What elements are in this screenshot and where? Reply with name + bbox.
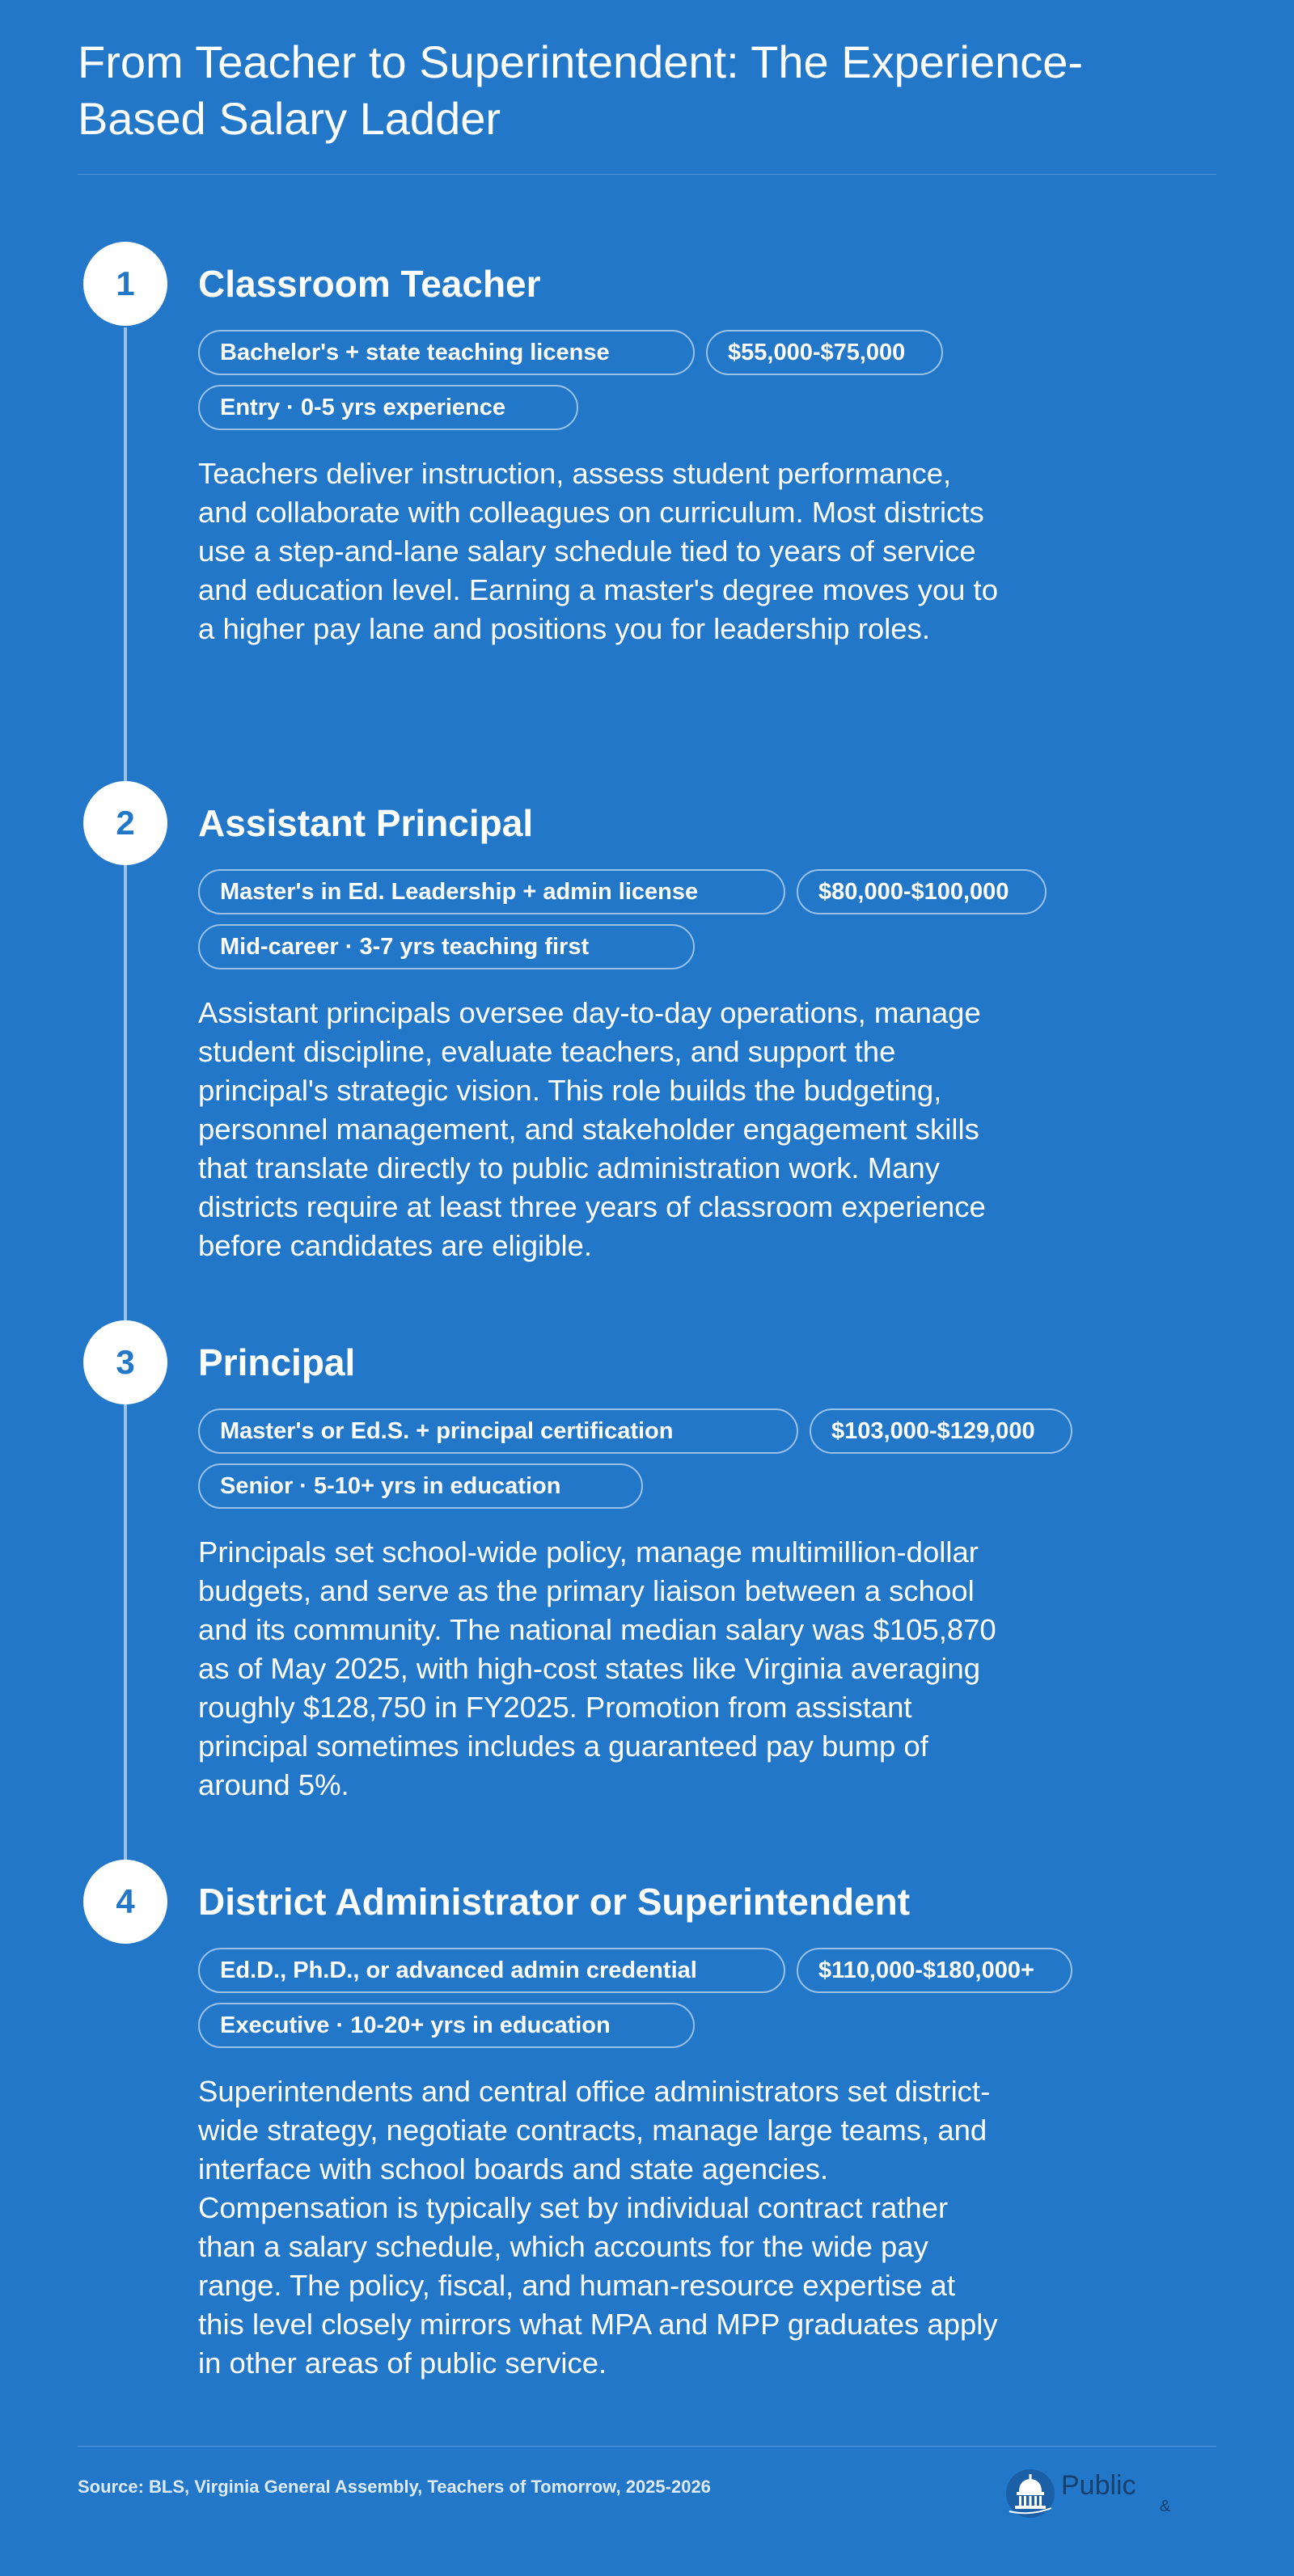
salary-pill: $80,000-$100,000 xyxy=(797,869,1047,914)
footer-divider xyxy=(78,2446,1216,2447)
credential-pill: Ed.D., Ph.D., or advanced admin credential xyxy=(198,1948,785,1993)
step-number-badge: 1 xyxy=(83,242,167,326)
page-title: From Teacher to Superintendent: The Experience-Based Salary Ladder xyxy=(78,36,1084,144)
capitol-dome-icon xyxy=(1004,2468,1056,2519)
step-description: Teachers deliver instruction, assess student performance, and collaborate with colleagues on curriculum. Most districts use a step-and-lane salary schedule tied to years of service and education level. Earning a master's degree moves you to a higher pay lane and positions you for leadership roles. xyxy=(198,457,998,645)
brand-logo xyxy=(1004,2468,1215,2524)
step-number-badge: 2 xyxy=(83,781,167,865)
logo-wordmark: Public xyxy=(1061,2470,1136,2501)
step-title: Classroom Teacher xyxy=(198,263,541,305)
timeline-line xyxy=(124,327,127,1900)
salary-pill: $110,000-$180,000+ xyxy=(797,1948,1072,1993)
step-title: Principal xyxy=(198,1341,356,1383)
step-title: District Administrator or Superintendent xyxy=(198,1881,911,1923)
experience-pill: Senior · 5-10+ yrs in education xyxy=(198,1463,643,1509)
experience-pill: Entry · 0-5 yrs experience xyxy=(198,385,578,430)
step-description: Assistant principals oversee day-to-day operations, manage student discipline, evaluate teachers, and support the principal's strategic vision. This role builds the budgeting, personnel management, and stakeholder engagement skills that translate directly to public administration work. Many districts require at least three years of classroom experience before candidates are eligible. xyxy=(198,996,986,1262)
experience-pill: Mid-career · 3-7 yrs teaching first xyxy=(198,924,695,969)
salary-pill: $55,000-$75,000 xyxy=(706,330,943,375)
credential-pill: Bachelor's + state teaching license xyxy=(198,330,695,375)
step-title: Assistant Principal xyxy=(198,802,534,844)
credential-pill: Master's or Ed.S. + principal certification xyxy=(198,1408,798,1454)
salary-pill: $103,000-$129,000 xyxy=(810,1408,1072,1454)
credential-pill: Master's in Ed. Leadership + admin license xyxy=(198,869,785,914)
source-note: Source: BLS, Virginia General Assembly, Teachers of Tomorrow, 2025-2026 xyxy=(78,2477,711,2497)
experience-pill: Executive · 10-20+ yrs in education xyxy=(198,2003,695,2048)
step-number-badge: 4 xyxy=(83,1860,167,1944)
step-number-badge: 3 xyxy=(83,1320,167,1404)
header-divider xyxy=(78,174,1216,175)
step-description: Principals set school-wide policy, manage multimillion-dollar budgets, and serve as the primary liaison between a school and its community. The national median salary was $105,870 as of May 2025, with high-cost states like Virginia averaging roughly $128,750 in FY2025. Promotion from assistant principal sometimes includes a guaranteed pay bump of around 5%. xyxy=(198,1535,996,1801)
step-description: Superintendents and central office administrators set district-wide strategy, negotiate contracts, manage large teams, and interface with school boards and state agencies. Compensation is typically set by individual contract rather than a salary schedule, which accounts for the wide pay range. The policy, fiscal, and human-resource expertise at this level closely mirrors what MPA and MPP graduates apply in other areas of public service. xyxy=(198,2075,998,2380)
logo-ampersand: & xyxy=(1160,2498,1171,2515)
